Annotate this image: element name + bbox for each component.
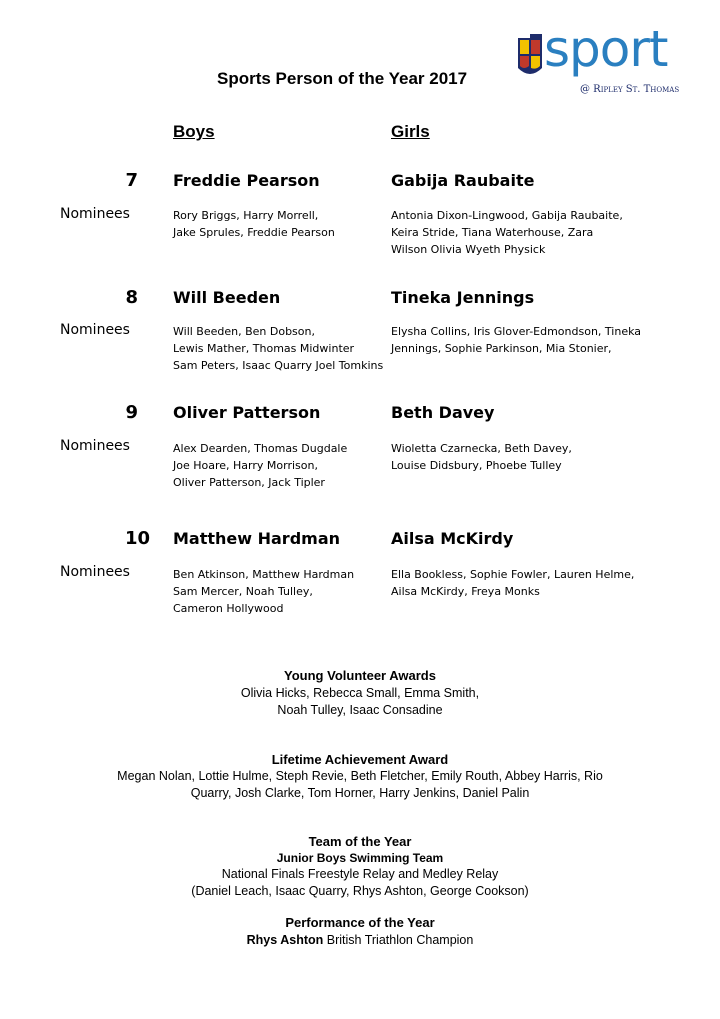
- girl-nominees: Ella Bookless, Sophie Fowler, Lauren Helme, Ailsa McKirdy, Freya Monks: [391, 568, 635, 598]
- team-heading: Team of the Year: [308, 834, 412, 849]
- nominees-label: Nominees: [60, 322, 130, 338]
- boy-nominees: Ben Atkinson, Matthew Hardman Sam Mercer, Noah Tulley, Cameron Hollywood: [173, 568, 355, 615]
- young-volunteer-names: Olivia Hicks, Rebecca Small, Emma Smith, Noah Tulley, Isaac Consadine: [240, 686, 480, 717]
- year-label: 7: [125, 170, 138, 191]
- girl-nominees: Wioletta Czarnecka, Beth Davey, Louise Didsbury, Phoebe Tulley: [391, 442, 572, 472]
- nominees-label: Nominees: [60, 438, 130, 454]
- nominees-label: Nominees: [60, 564, 130, 580]
- girl-winner: Ailsa McKirdy: [391, 529, 514, 548]
- page-title: Sports Person of the Year 2017: [217, 69, 468, 88]
- girls-header: Girls: [391, 122, 430, 141]
- year-label: 10: [124, 528, 150, 549]
- boy-nominees: Will Beeden, Ben Dobson, Lewis Mather, Thomas Midwinter Sam Peters, Isaac Quarry Joel Tomkins: [173, 325, 384, 372]
- boy-nominees: Alex Dearden, Thomas Dugdale Joe Hoare, Harry Morrison, Oliver Patterson, Jack Tipler: [173, 442, 348, 489]
- girl-winner: Tineka Jennings: [391, 288, 535, 307]
- girl-winner: Gabija Raubaite: [391, 171, 535, 190]
- logo-caption: @ Ripley St. Thomas: [580, 84, 680, 95]
- lifetime-names: Megan Nolan, Lottie Hulme, Steph Revie, Beth Fletcher, Emily Routh, Abbey Harris, Rio Quarry, Josh Clarke, Tom Horner, Harry Jenkins, Daniel Palin: [117, 769, 603, 800]
- lifetime-heading: Lifetime Achievement Award: [271, 752, 449, 767]
- performance-name: Rhys Ashton: [246, 933, 324, 947]
- boy-winner: Oliver Patterson: [173, 403, 321, 422]
- team-subheading: Junior Boys Swimming Team: [276, 851, 444, 865]
- performance-heading: Performance of the Year: [285, 915, 435, 930]
- boy-winner: Freddie Pearson: [173, 171, 320, 190]
- nominees-label: Nominees: [60, 206, 130, 222]
- team-details: National Finals Freestyle Relay and Medley Relay (Daniel Leach, Isaac Quarry, Rhys Ashton, George Cookson): [191, 867, 529, 898]
- year-label: 9: [125, 402, 138, 423]
- girl-nominees: Antonia Dixon-Lingwood, Gabija Raubaite, Keira Stride, Tiana Waterhouse, Zara Wilson Olivia Wyeth Physick: [391, 209, 623, 256]
- girl-nominees: Elysha Collins, Iris Glover-Edmondson, Tineka Jennings, Sophie Parkinson, Mia Stonier,: [391, 325, 642, 355]
- boys-header: Boys: [173, 122, 215, 141]
- girl-winner: Beth Davey: [391, 403, 495, 422]
- performance-line: [0, 932, 720, 949]
- boy-winner: Will Beeden: [173, 288, 281, 307]
- boy-nominees: Rory Briggs, Harry Morrell, Jake Sprules, Freddie Pearson: [173, 209, 335, 239]
- sport-logo: [518, 20, 690, 110]
- logo-word: sport: [544, 20, 668, 78]
- young-volunteer-heading: Young Volunteer Awards: [284, 668, 436, 683]
- boy-winner: Matthew Hardman: [173, 529, 340, 548]
- performance-text: British Triathlon Champion: [323, 933, 474, 947]
- year-label: 8: [125, 287, 138, 308]
